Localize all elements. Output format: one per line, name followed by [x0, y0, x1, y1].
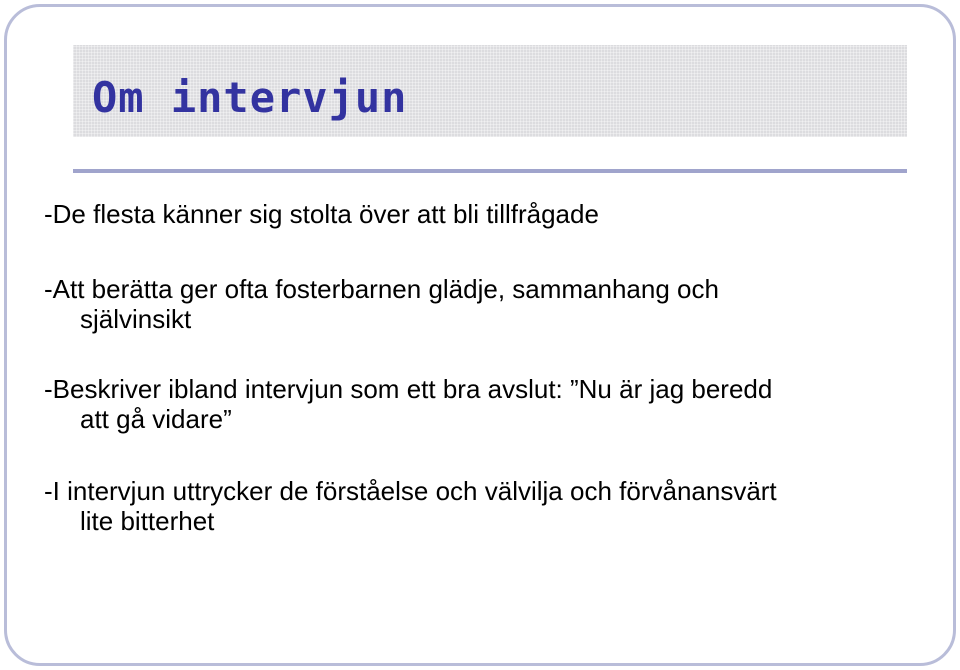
bullet-text: -Beskriver ibland intervjun som ett bra avslut: ”Nu är jag beredd — [44, 374, 773, 404]
bullet-text-continuation: att gå vidare” — [80, 404, 232, 434]
title-underline — [73, 169, 907, 173]
bullet-item — [44, 274, 719, 334]
slide-title: Om intervjun — [92, 73, 408, 122]
bullet-item — [44, 199, 599, 229]
bullet-text-continuation: självinsikt — [80, 304, 192, 334]
bullet-text: -I intervjun uttrycker de förståelse och välvilja och förvånansvärt — [44, 476, 777, 506]
bullet-text: -Att berätta ger ofta fosterbarnen glädje, sammanhang och — [44, 274, 719, 304]
bullet-text-continuation: lite bitterhet — [80, 506, 215, 536]
bullet-item — [44, 476, 777, 536]
bullet-item — [44, 374, 772, 434]
bullet-text: -De flesta känner sig stolta över att bli tillfrågade — [44, 199, 599, 229]
